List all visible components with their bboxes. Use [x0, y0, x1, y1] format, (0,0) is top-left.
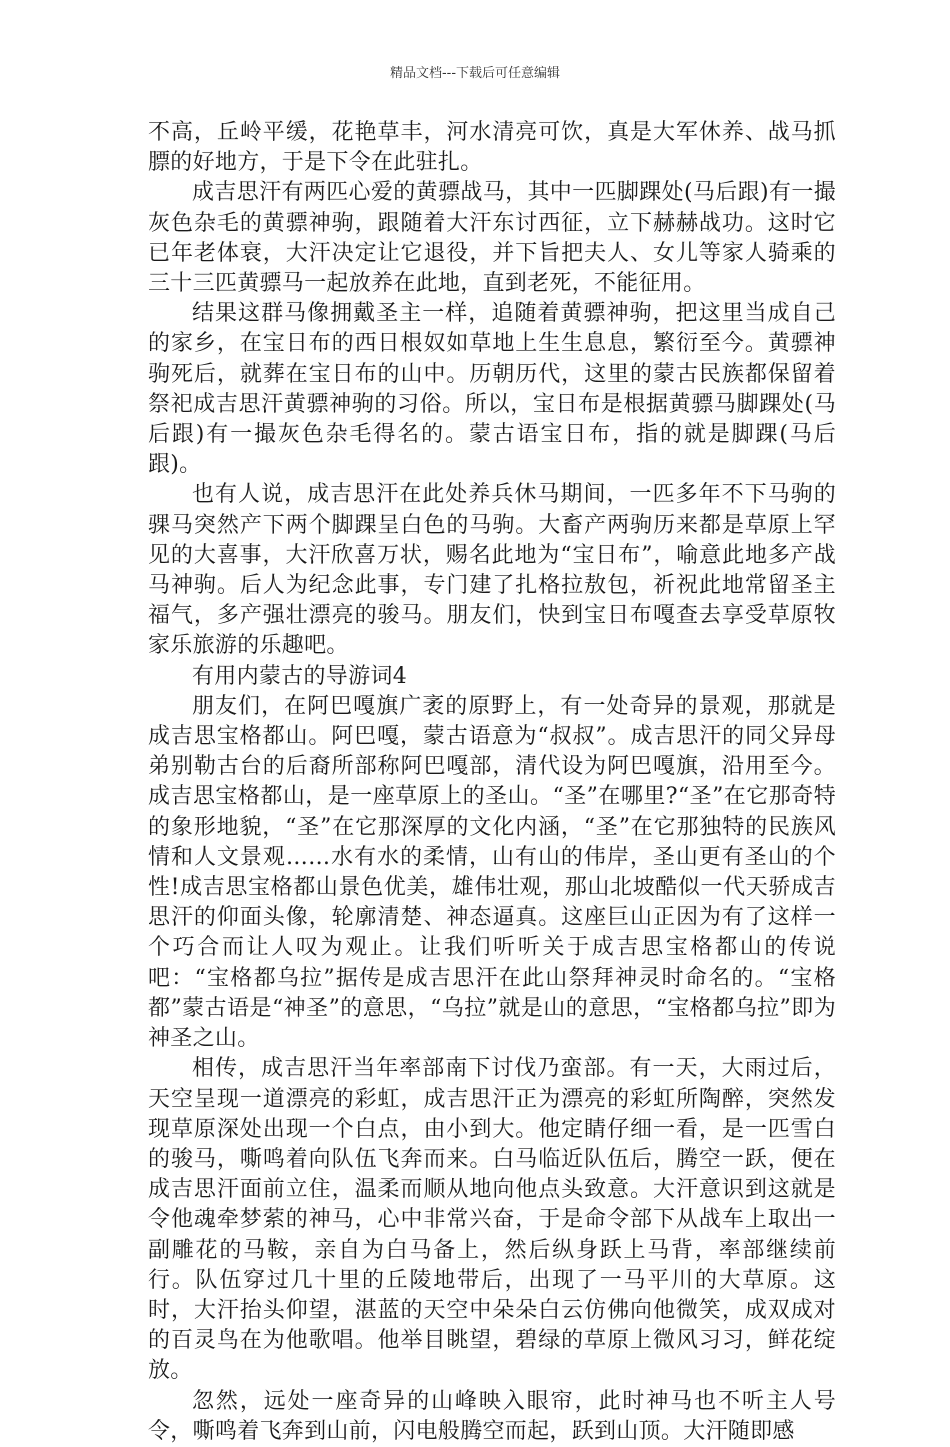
body-paragraph: 成吉思汗有两匹心爱的黄骠战马，其中一匹脚踝处(马后跟)有一撮灰色杂毛的黄骠神驹，跟随着大汗东讨西征，立下赫赫战功。这时它已年老体衰，大汗决定让它退役，并下旨把夫人、女儿等家人骑乘的三十三匹黄骠马一起放养在此地，直到老死，不能征用。: [148, 180, 836, 297]
body-paragraph: 朋友们，在阿巴嘎旗广袤的原野上，有一处奇异的景观，那就是成吉思宝格都山。阿巴嘎，蒙古语意为“叔叔”。成吉思汗的同父异母弟别勒古台的后裔所部称阿巴嘎部，清代设为阿巴嘎旗，沿用至今。成吉思宝格都山，是一座草原上的圣山。“圣”在哪里?“圣”在它那奇特的象形地貌，“圣”在它那深厚的文化内涵，“圣”在它那独特的民族风情和人文景观……水有水的柔情，山有山的伟岸，圣山更有圣山的个性!成吉思宝格都山景色优美，雄伟壮观，那山北坡酷似一代天骄成吉思汗的仰面头像，轮廓清楚、神态逼真。这座巨山正因为有了这样一个巧合而让人叹为观止。让我们听听关于成吉思宝格都山的传说吧：“宝格都乌拉”据传是成吉思汗在此山祭拜神灵时命名的。“宝格都”蒙古语是“神圣”的意思，“乌拉”就是山的意思，“宝格都乌拉”即为神圣之山。: [148, 693, 836, 1052]
body-paragraph: 不高，丘岭平缓，花艳草丰，河水清亮可饮，真是大军休养、战马抓膘的好地方，于是下令在此驻扎。: [148, 120, 836, 176]
document-body: [148, 118, 836, 1447]
body-paragraph: 也有人说，成吉思汗在此处养兵休马期间，一匹多年不下马驹的骒马突然产下两个脚踝呈白色的马驹。大畜产两驹历来都是草原上罕见的大喜事，大汗欣喜万状，赐名此地为“宝日布”，喻意此地多产战马神驹。后人为纪念此事，专门建了扎格拉敖包，祈祝此地常留圣主福气，多产强壮漂亮的骏马。朋友们，快到宝日布嘎查去享受草原牧家乐旅游的乐趣吧。: [148, 482, 836, 659]
body-paragraph: 结果这群马像拥戴圣主一样，追随着黄骠神驹，把这里当成自己的家乡，在宝日布的西日根奴如草地上生生息息，繁衍至今。黄骠神驹死后，就葬在宝日布的山中。历朝历代，这里的蒙古民族都保留着祭祀成吉思汗黄骠神驹的习俗。所以，宝日布是根据黄骠马脚踝处(马后跟)有一撮灰色杂毛得名的。蒙古语宝日布，指的就是脚踝(马后跟)。: [148, 301, 836, 478]
body-paragraph: 有用内蒙古的导游词4: [192, 663, 407, 689]
body-paragraph: 相传，成吉思汗当年率部南下讨伐乃蛮部。有一天，大雨过后，天空呈现一道漂亮的彩虹，成吉思汗正为漂亮的彩虹所陶醉，突然发现草原深处出现一个白点，由小到大。他定睛仔细一看，是一匹雪白的骏马，嘶鸣着向队伍飞奔而来。白马临近队伍后，腾空一跃，便在成吉思汗面前立住，温柔而顺从地向他点头致意。大汗意识到这就是令他魂牵梦萦的神马，心中非常兴奋，于是命令部下从战车上取出一副雕花的马鞍，亲自为白马备上，然后纵身跃上马背，率部继续前行。队伍穿过几十里的丘陵地带后，出现了一马平川的大草原。这时，大汗抬头仰望，湛蓝的天空中朵朵白云仿佛向他微笑，成双成对的百灵鸟在为他歌唱。他举目眺望，碧绿的草原上微风习习，鲜花绽放。: [148, 1056, 836, 1384]
body-paragraph: 忽然，远处一座奇异的山峰映入眼帘，此时神马也不听主人号令，嘶鸣着飞奔到山前，闪电般腾空而起，跃到山顶。大汗随即感: [148, 1388, 836, 1444]
page-header: 精品文档---下载后可任意编辑: [389, 66, 561, 81]
